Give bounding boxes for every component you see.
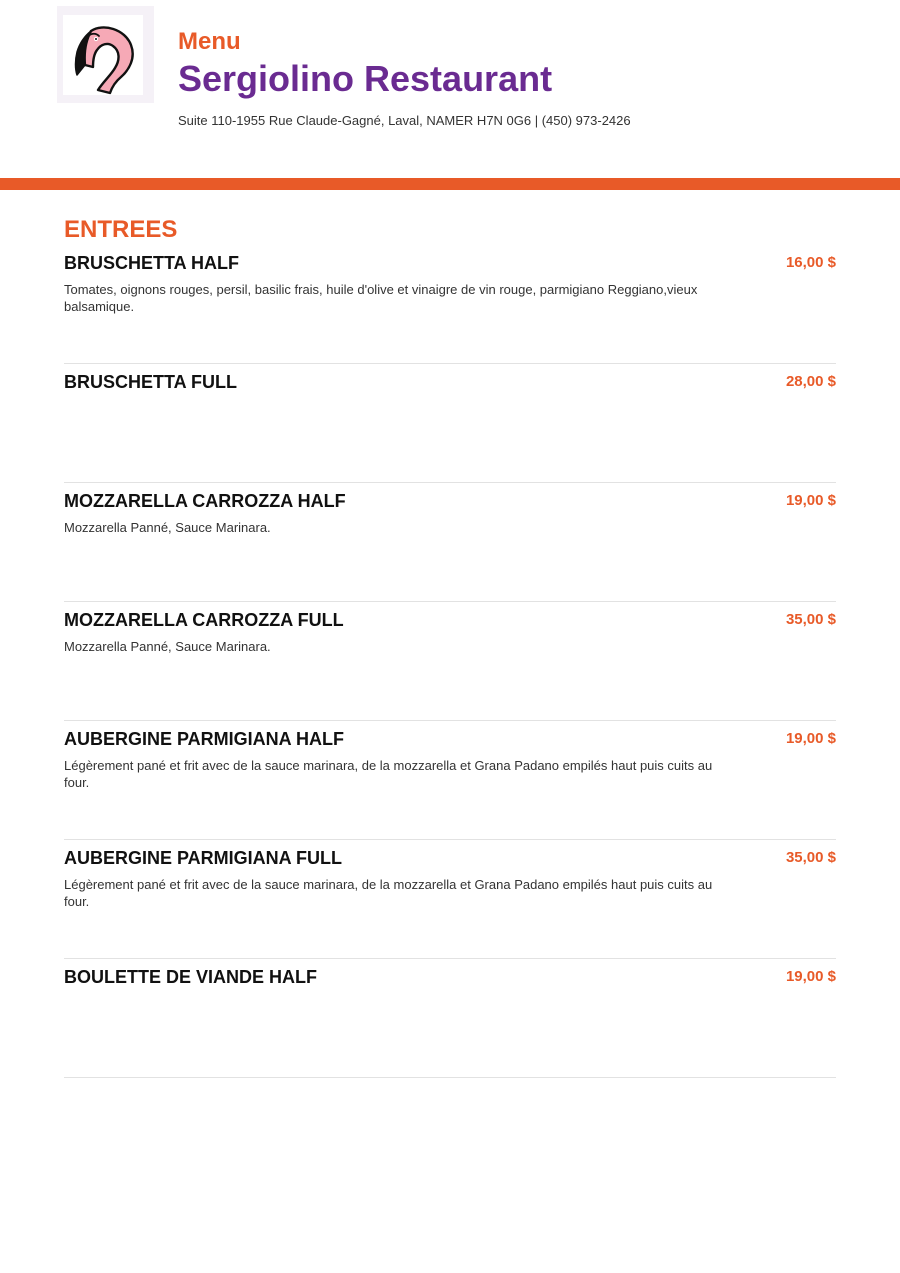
menu-item xyxy=(64,245,836,364)
item-description: Mozzarella Panné, Sauce Marinara. xyxy=(64,520,271,535)
item-name: MOZZARELLA CARROZZA FULL xyxy=(64,610,344,630)
item-name: BOULETTE DE VIANDE HALF xyxy=(64,967,318,987)
item-description: Légèrement pané et frit avec de la sauce marinara, de la mozzarella et Grana Padano empilés haut puis cuits au four. xyxy=(64,877,713,909)
flamingo-logo-svg xyxy=(63,15,143,95)
restaurant-name: Sergiolino Restaurant xyxy=(178,58,553,99)
item-price: 19,00 $ xyxy=(785,968,836,985)
item-name: BRUSCHETTA FULL xyxy=(64,372,237,392)
section-title: ENTREES xyxy=(64,216,178,243)
item-price: 28,00 $ xyxy=(785,373,836,390)
item-name: MOZZARELLA CARROZZA HALF xyxy=(64,491,346,511)
menu-item xyxy=(64,840,836,959)
accent-divider-bar xyxy=(0,178,900,190)
menu-label: Menu xyxy=(178,28,241,55)
flamingo-logo-icon xyxy=(63,15,143,95)
item-price: 35,00 $ xyxy=(785,611,836,628)
menu-item-list xyxy=(64,245,836,1078)
menu-item xyxy=(64,364,836,483)
menu-item xyxy=(64,483,836,602)
item-description: Légèrement pané et frit avec de la sauce marinara, de la mozzarella et Grana Padano empilés haut puis cuits au four. xyxy=(64,758,713,790)
item-price: 35,00 $ xyxy=(785,849,836,866)
item-price: 16,00 $ xyxy=(785,254,836,271)
item-price: 19,00 $ xyxy=(785,492,836,509)
menu-item xyxy=(64,721,836,840)
menu-item xyxy=(64,959,836,1078)
item-description: Tomates, oignons rouges, persil, basilic frais, huile d'olive et vinaigre de vin rouge, parmigiano Reggiano,vieux balsamique. xyxy=(64,282,698,314)
menu-item xyxy=(64,602,836,721)
restaurant-address: Suite 110-1955 Rue Claude-Gagné, Laval, NAMER H7N 0G6 | (450) 973-2426 xyxy=(178,113,631,128)
item-price: 19,00 $ xyxy=(785,730,836,747)
item-name: BRUSCHETTA HALF xyxy=(64,253,239,273)
logo-container xyxy=(57,6,154,103)
item-name: AUBERGINE PARMIGIANA FULL xyxy=(64,848,342,868)
menu-header xyxy=(0,0,900,178)
item-description: Mozzarella Panné, Sauce Marinara. xyxy=(64,639,271,654)
item-name: AUBERGINE PARMIGIANA HALF xyxy=(64,729,344,749)
